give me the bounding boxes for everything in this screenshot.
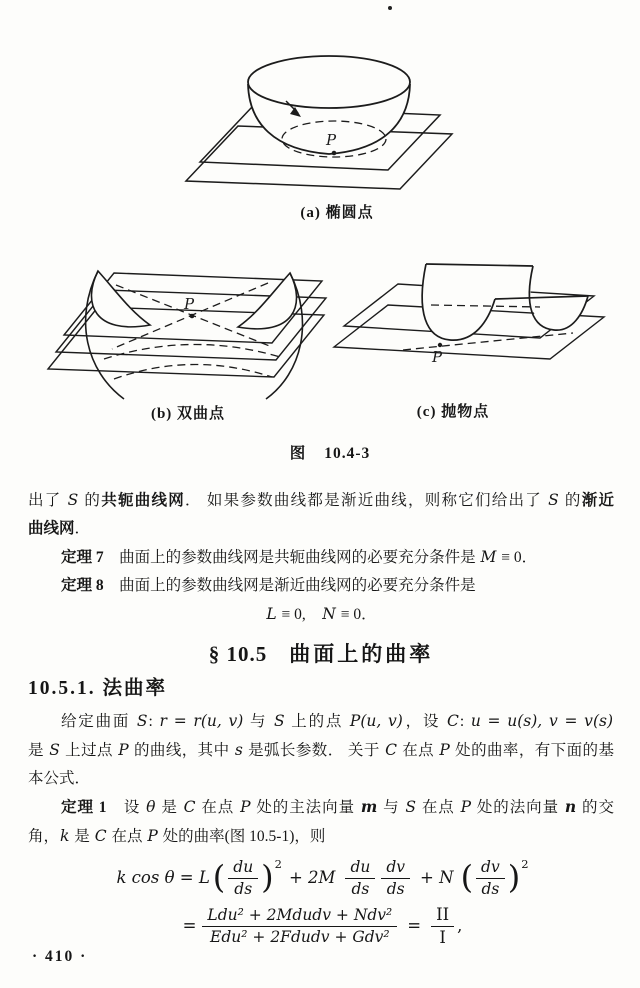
left-paren: ( bbox=[212, 857, 226, 896]
plus-2M-term: + 2M bbox=[288, 868, 336, 887]
theorem-1-line-1: 定理 1 设 θ 是 C 在点 P 处的主法向量 m 与 S 在点 P 处的法向量 n 的交 bbox=[61, 797, 614, 816]
figure-a-elliptic-point bbox=[138, 40, 503, 225]
point-p-label: P bbox=[326, 131, 337, 149]
figure-a-caption: (a) 椭圆点 bbox=[300, 205, 374, 221]
equals-sign: = bbox=[407, 915, 422, 935]
text-column bbox=[28, 486, 614, 946]
paragraph-2-line-1: 给定曲面 S: r = r(u, v) 与 S 上的点 P(u, v)，设 C: u = u(s), v = v(s) bbox=[61, 712, 613, 730]
normal-curvature-formula bbox=[28, 857, 614, 898]
formula-lhs: k cos θ = L bbox=[116, 868, 210, 887]
paragraph-1-line-1: 出了 S 的共轭曲线网． 如果参数曲线都是渐近曲线，则称它们给出了 S 的渐近 bbox=[28, 491, 614, 509]
point-p-dot bbox=[438, 343, 442, 347]
figure-b-hyperbolic-point bbox=[38, 253, 328, 405]
fraction-du-ds: $\frac{du}{ds}$ bbox=[228, 859, 258, 897]
plus-N-term: + N bbox=[420, 868, 454, 887]
scan-speck bbox=[388, 6, 392, 10]
subsection-heading: 10.5.1. 法曲率 bbox=[28, 678, 168, 699]
figure-c-caption: (c) 抛物点 bbox=[416, 404, 490, 420]
right-paren: ) bbox=[507, 857, 521, 896]
fraction-dv-ds: $\frac{dv}{ds}$ bbox=[476, 859, 505, 897]
left-paren: ( bbox=[460, 857, 474, 896]
figure-number: 10.4-3 bbox=[324, 445, 371, 462]
section-number: § 10.5 bbox=[208, 642, 268, 666]
paragraph-2-line-3: 本公式． bbox=[28, 770, 91, 787]
fraction-II-over-I: $\frac{II}{I}$ bbox=[431, 906, 454, 947]
right-paren: ) bbox=[261, 857, 274, 896]
page-number: · 410 · bbox=[32, 948, 88, 965]
fraction-dv-ds: $\frac{dv}{ds}$ bbox=[381, 859, 410, 897]
paragraph-1-line-2: 曲线网． bbox=[28, 520, 91, 537]
point-p-dot bbox=[332, 151, 337, 156]
theorem-8-line: 定理 8 曲面上的参数曲线网是渐近曲线网的必要充分条件是 bbox=[61, 577, 476, 594]
figure-c-parabolic-point bbox=[328, 250, 606, 398]
figure-number-label bbox=[225, 441, 435, 463]
section-heading bbox=[28, 639, 614, 669]
figure-b-caption: (b) 双曲点 bbox=[150, 406, 226, 422]
section-title: 曲面上的曲率 bbox=[289, 642, 434, 666]
figure-word: 图 bbox=[289, 445, 307, 462]
trailing-comma: , bbox=[457, 915, 463, 935]
point-p-label: P bbox=[184, 295, 195, 313]
theorem-7-line: 定理 7 曲面上的参数曲线网是共轭曲线网的必要充分条件是 M ≡ 0． bbox=[61, 548, 538, 566]
second-fundamental-form-ratio-formula bbox=[28, 906, 614, 947]
fraction-fundamental-forms: $\frac{\text{Ldu² + 2Mdudv + Ndv²}}{\text{Edu² + 2Fdudv + Gdv²}}$ bbox=[202, 907, 397, 945]
point-p-dot bbox=[190, 314, 195, 319]
fraction-du-ds: $\frac{du}{ds}$ bbox=[345, 859, 375, 897]
theorem-1-line-2: 角，k 是 C 在点 P 处的曲率(图 10.5-1)，则 bbox=[28, 827, 326, 845]
equation-L0-N0: L ≡ 0, N ≡ 0． bbox=[266, 605, 377, 623]
exponent: 2 bbox=[521, 857, 529, 871]
point-p-label: P bbox=[432, 348, 443, 366]
equals-sign: = bbox=[182, 915, 197, 935]
exponent: 2 bbox=[274, 857, 282, 871]
paragraph-2-line-2: 是 S 上过点 P 的曲线，其中 s 是弧长参数． 关于 C 在点 P 处的曲率，有下面的基 bbox=[28, 741, 614, 759]
